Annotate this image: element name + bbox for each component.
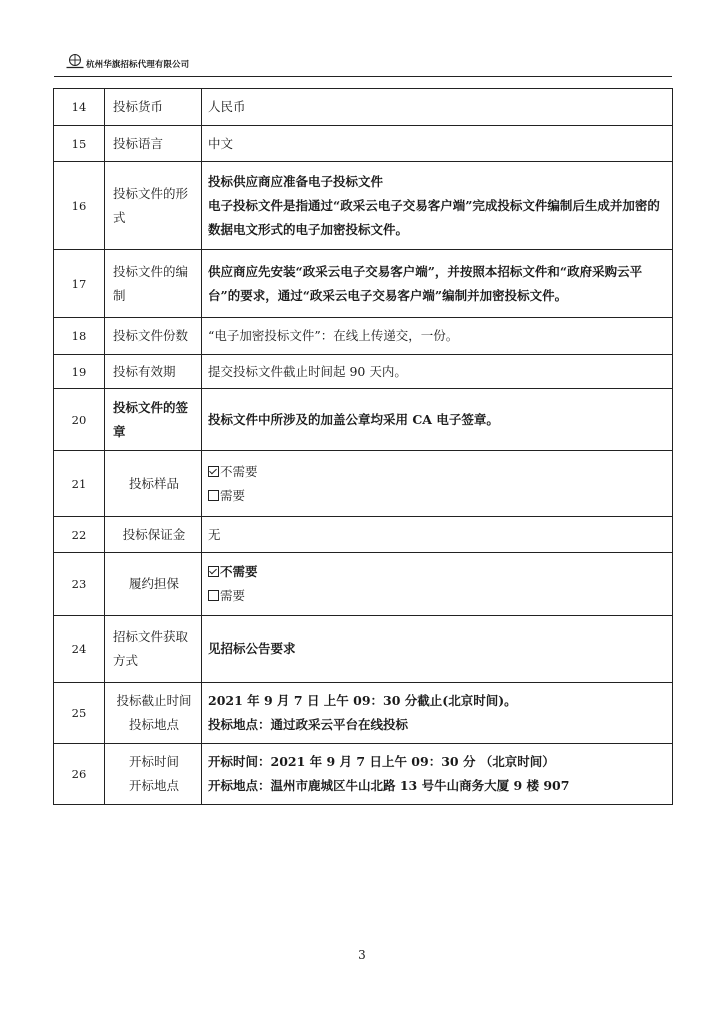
table-row	[54, 744, 673, 805]
row-label: 投标语言	[105, 126, 202, 162]
company-name: 杭州华旗招标代理有限公司	[86, 60, 190, 70]
row-value: 无	[202, 517, 673, 553]
row-label: 招标文件获取方式	[105, 616, 202, 683]
row-value: “电子加密投标文件”：在线上传递交，一份。	[202, 318, 673, 355]
table-row	[54, 126, 673, 162]
row-number: 15	[54, 126, 105, 162]
value-line: 开标地点：温州市鹿城区牛山北路 13 号牛山商务大厦 9 楼 907	[208, 778, 570, 793]
table-row	[54, 683, 673, 744]
row-number: 14	[54, 89, 105, 126]
table-row	[54, 250, 673, 318]
table-row	[54, 517, 673, 553]
row-label	[105, 683, 202, 744]
table-row	[54, 355, 673, 389]
row-number: 17	[54, 250, 105, 318]
value-line: 开标时间：2021 年 9 月 7 日上午 09：30 分 （北京时间）	[208, 754, 555, 769]
table-row	[54, 616, 673, 683]
value-line: 投标地点：通过政采云平台在线投标	[208, 717, 409, 732]
table-row	[54, 389, 673, 451]
row-number: 19	[54, 355, 105, 389]
row-value: 见招标公告要求	[202, 616, 673, 683]
checkbox-empty-icon	[208, 490, 219, 501]
row-value: 人民币	[202, 89, 673, 126]
table-row	[54, 553, 673, 616]
row-label: 投标样品	[105, 451, 202, 517]
row-value	[202, 553, 673, 616]
row-label: 投标有效期	[105, 355, 202, 389]
checkbox-checked-icon	[208, 566, 219, 577]
row-number: 22	[54, 517, 105, 553]
row-label: 履约担保	[105, 553, 202, 616]
value-line: 投标供应商应准备电子投标文件	[208, 173, 384, 189]
row-number: 16	[54, 162, 105, 250]
option-not-required	[208, 560, 666, 584]
option-label: 不需要	[220, 564, 258, 579]
company-logo-icon	[66, 53, 84, 69]
checkbox-empty-icon	[208, 590, 219, 601]
option-label: 需要	[220, 487, 246, 503]
row-number: 21	[54, 451, 105, 517]
option-required	[208, 584, 666, 608]
page-number: 3	[358, 948, 366, 962]
row-number: 25	[54, 683, 105, 744]
row-label: 投标文件的编制	[105, 250, 202, 318]
row-value	[202, 162, 673, 250]
row-value	[202, 451, 673, 517]
row-value: 供应商应先安装“政采云电子交易客户端”，并按照本招标文件和“政府采购云平台”的要求，通过“政采云电子交易客户端”编制并加密投标文件。	[202, 250, 673, 318]
row-label: 投标保证金	[105, 517, 202, 553]
bid-info-table	[53, 88, 673, 805]
row-label: 投标文件份数	[105, 318, 202, 355]
table-row	[54, 89, 673, 126]
row-value: 提交投标文件截止时间起 90 天内。	[202, 355, 673, 389]
table-row	[54, 318, 673, 355]
label-line: 投标截止时间	[116, 693, 192, 708]
header-rule	[54, 76, 672, 77]
label-line: 开标时间	[128, 754, 179, 769]
option-not-required	[208, 460, 666, 484]
row-label: 投标文件的形式	[105, 162, 202, 250]
row-number: 24	[54, 616, 105, 683]
row-value: 中文	[202, 126, 673, 162]
row-number: 26	[54, 744, 105, 805]
row-number: 23	[54, 553, 105, 616]
option-label: 不需要	[220, 463, 258, 479]
table-row	[54, 162, 673, 250]
checkbox-checked-icon	[208, 466, 219, 477]
table-row	[54, 451, 673, 517]
row-label: 投标货币	[105, 89, 202, 126]
row-number: 18	[54, 318, 105, 355]
row-number: 20	[54, 389, 105, 451]
row-value	[202, 683, 673, 744]
row-label	[105, 744, 202, 805]
page-header	[66, 52, 189, 70]
label-line: 投标地点	[128, 717, 179, 732]
row-value: 投标文件中所涉及的加盖公章均采用 CA 电子签章。	[202, 389, 673, 451]
row-value	[202, 744, 673, 805]
row-label: 投标文件的签章	[105, 389, 202, 451]
option-required	[208, 484, 666, 508]
option-label: 需要	[220, 588, 246, 603]
value-line: 2021 年 9 月 7 日 上午 09：30 分截止(北京时间)。	[208, 693, 517, 708]
value-line: 电子投标文件是指通过“政采云电子交易客户端”完成投标文件编制后生成并加密的数据电文形式的电子加密投标文件。	[208, 197, 660, 237]
label-line: 开标地点	[128, 778, 179, 793]
